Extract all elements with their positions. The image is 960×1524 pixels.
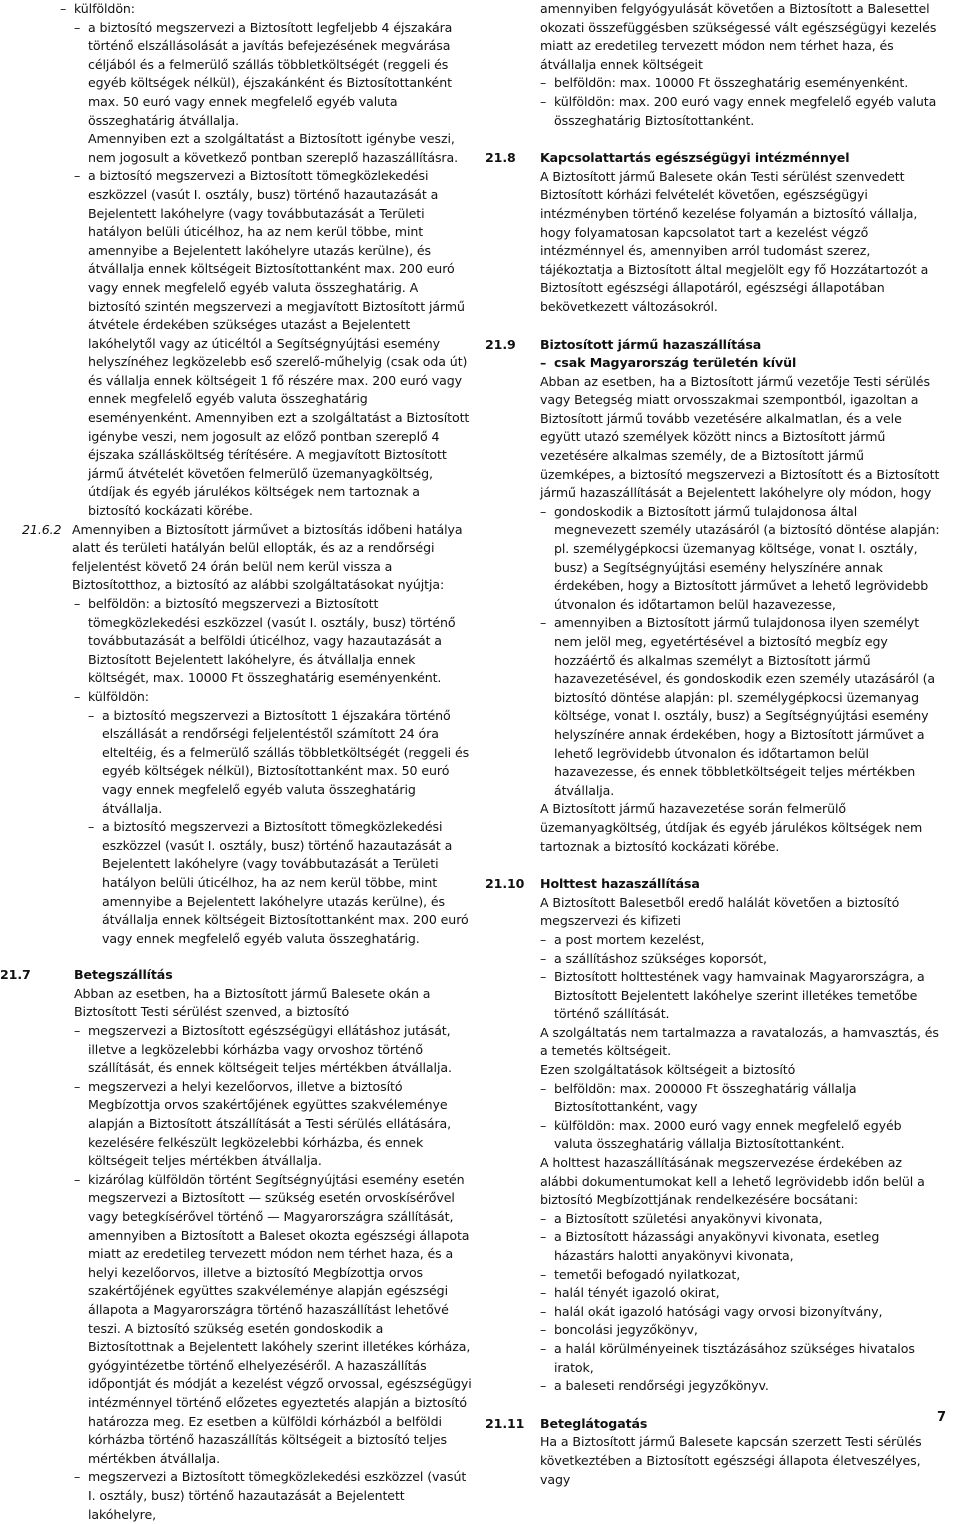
section-21-9-text: Abban az esetben, ha a Biztosított jármű vezetője Testi sérülés vagy Betegség miatt orvosszakmai szempontból, igazoltan a Biztosított jármű tovább vezetésére alkalmatlan, és a vele együtt utazó személyek között nincs a Biztosított jármű vezetésére alkalmas személy, de a Biztosított jármű üzemképes, a biztosító megszervezi a Biztosított és a Biztosított jármű hazaszállítását a Bejelentett lakóhelyre oly módon, hogy — [540, 373, 940, 501]
vehicle-item-2: – amennyiben a Biztosított jármű tulajdonosa ilyen személyt nem jelöl meg, egyetértésével a biztosító megbíz egy hozzáértő és alkalmas személyt a Biztosított jármű hazavezetésével, és gondoskodik ezen személy utazásáról (a biztosító döntése alapján: pl. személygépkocsi üzemanyag költsége, vonat I. osztály, busz) a Segítségnyújtási esemény helyszínére annak érdekében, hogy a Biztosított járművet a lehető legrövidebb útvonalon és időtartamon belül hazavezesse, és ennek többletköltségeit teljes mértékben átvállalja. — [554, 614, 940, 800]
right-column — [485, 0, 940, 1489]
continuation-list — [540, 74, 940, 130]
abroad-item-1-note: Amennyiben ezt a szolgáltatást a Biztosított igénybe veszi, nem jogosult a következő pontban szereplő hazaszállításra. — [88, 131, 459, 165]
abroad-item-2-2: – a biztosító megszervezi a Biztosított tömegközlekedési eszközzel (vasút I. osztály, busz) történő hazautazását a Bejelentett lakóhelyre (vagy továbbutazását a Területi hatályon belüli úticélhoz, ha az nem kerül többe, mint amennyibe a Bejelentett lakóhelyre utazás kerülne), és átvállalja ennek költségeit Biztosítottanként max. 200 euró vagy ennek megfelelő egyéb valuta összeghatárig. — [102, 818, 472, 948]
document-item: – a halál körülményeinek tisztázásához szükséges hivatalos iratok, — [554, 1340, 940, 1377]
section-21-8-text: A Biztosított jármű Balesete okán Testi sérülést szenvedett Biztosított kórházi felvételét követően, egészségügyi intézményben történő kezelése folyamán a biztosító vállalja, hogy folyamatosan kapcsolatot tart a kezelést végző intézménnyel és, amennyiben arról tudomást szerez, tájékoztatja a Biztosított által megjelölt egy fő Hozzátartozót a Biztosított egészségi állapotáról, egészségi állapotában bekövetkezett változásokról. — [540, 168, 929, 314]
section-number: 21.10 — [485, 876, 525, 892]
section-title: Betegszállítás — [74, 967, 173, 983]
section-21-9-closing: A Biztosított jármű hazavezetése során felmerülő üzemanyagköltség, útdíjak és egyéb járulékos költségek nem tartoznak a biztosító kockázati körébe. — [540, 801, 923, 854]
left-column — [0, 0, 472, 1524]
abroad-item-2-1: – a biztosító megszervezi a Biztosított 1 éjszakára történő elszállását a rendőrségi feljelentéstől számított 24 óra elteltéig, és a felmerülő szállás többletköltségét (reggeli és egyéb költségek nélkül), Biztosítottanként max. 50 euró vagy ennek megfelelő egyéb valuta összeghatárig átvállalja. — [102, 707, 472, 819]
section-number: 21.6.2 — [22, 521, 62, 537]
abroad-label-1: – külföldön: — [74, 0, 472, 19]
document-item: – boncolási jegyzőkönyv, — [554, 1321, 940, 1340]
abroad-list-1 — [74, 19, 472, 521]
page-number: 7 — [936, 1410, 946, 1425]
section-title: Holttest hazaszállítása — [540, 876, 700, 892]
section-21-7-list — [74, 1022, 472, 1524]
cost-item-1: – belföldön: max. 200000 Ft összeghatárig vállalja Biztosítottanként, vagy — [554, 1080, 940, 1117]
section-21-10-note: A szolgáltatás nem tartalmazza a ravatalozás, a hamvasztás, és a temetés költségeit. — [540, 1024, 939, 1059]
section-title: Kapcsolattartás egészségügyi intézménnyel — [540, 150, 850, 166]
section-21-10-list — [540, 931, 940, 1024]
document-item: – a baleseti rendőrségi jegyzőkönyv. — [554, 1377, 940, 1396]
section-number: 21.7 — [0, 967, 31, 983]
section-number: 21.9 — [485, 336, 516, 352]
domestic-item: – belföldön: a biztosító megszervezi a Biztosított tömegközlekedési eszközzel (vasút I. osztály, busz) történő továbbutazását a belföldi úticélhoz, vagy hazautazását a Biztosított Bejelentett lakóhelyre, és átvállalja ennek költségét, max. 10000 Ft összeghatárig eseményenként. — [88, 595, 472, 688]
abroad-item-1-1: – a biztosító megszervezi a Biztosított legfeljebb 4 éjszakára történő elszállásolását a javítás befejezésének megvárása céljából és a felmerülő szállás többletköltségét (reggeli és egyéb költségek nélkül), éjszakánként és Biztosítottanként max. 50 euró vagy ennek megfelelő egyéb valuta összeghatárig átvállalja. — [88, 19, 472, 131]
service-item-3: – Biztosított holttestének vagy hamvainak Magyarországra, a Biztosított Bejelentett lakóhelye szerint illetékes temetőbe történő szállítását. — [554, 968, 940, 1024]
transport-item-3: – kizárólag külföldön történt Segítségnyújtási esemény esetén megszervezi a Biztosított — szükség esetén orvoskísérővel vagy betegkísérővel történő — Magyarországra szállítását, amennyiben a Biztosított a Baleset okozta egészségi állapota miatt az eredetileg tervezett módon nem térhet haza, és a helyi kezelőorvos, illetve a biztosító Megbízottja orvos szakértőjének együttes szakvéleménye alapján egészségi állapota a Magyarországra történő hazaszállítást lehetővé teszi. A biztosító szükség esetén gondoskodik a Biztosítottnak a Bejelentett lakóhely szerint illetékes kórháza, gyógyintézetbe történő elhelyezéséről. A hazaszállítás időpontját és módját a kezelést végző orvossal, egészségügyi intézménnyel történő előzetes egyeztetés alapján a biztosító határozza meg. Ez esetben a külföldi kórházból a belföldi kórházba történő hazaszállítás költségeit a biztosító teljes mértékben átvállalja. — [88, 1171, 472, 1469]
service-item-2: – a szállításhoz szükséges koporsót, — [554, 950, 940, 969]
continuation-text: amennyiben felgyógyulását követően a Biztosított a Balesettel okozati összefüggésben szükségessé vált egészségügyi kezelés miatt az eredetileg tervezett módon nem térhet haza, és átvállalja ennek költségeit — [540, 1, 937, 72]
section-title: Beteglátogatás — [540, 1415, 648, 1431]
cost-item-2: – külföldön: max. 2000 euró vagy ennek megfelelő egyéb valuta összeghatárig vállalja Biztosítottanként. — [554, 1117, 940, 1154]
vehicle-item-1: – gondoskodik a Biztosított jármű tulajdonosa által megnevezett személy utazásáról (a biztosító döntése alapján: pl. személygépkocsi üzemanyag költsége, vonat I. osztály, busz) a Segítségnyújtási esemény helyszínére annak érdekében, hogy a Biztosított járművet a lehető legrövidebb útvonalon és időtartamon belül hazavezesse, — [554, 503, 940, 615]
section-subtitle: – csak Magyarország területén kívül — [554, 354, 940, 373]
section-21-9 — [485, 336, 940, 857]
section-21-7-intro: Abban az esetben, ha a Biztosított jármű Balesete okán a Biztosított Testi sérülést szenved, a biztosító — [74, 985, 431, 1020]
section-21-8 — [485, 149, 940, 316]
service-item-1: – a post mortem kezelést, — [554, 931, 940, 950]
section-21-10-cost-intro: Ezen szolgáltatások költségeit a biztosító — [540, 1062, 796, 1078]
section-21-6-2-list — [74, 595, 472, 948]
section-21-9-list — [540, 503, 940, 801]
continuation-item-1: – belföldön: max. 10000 Ft összeghatárig eseményenként. — [554, 74, 940, 93]
document-item: – halál tényét igazoló okirat, — [554, 1284, 940, 1303]
document-item: – a Biztosított születési anyakönyvi kivonata, — [554, 1210, 940, 1229]
section-number: 21.11 — [485, 1415, 525, 1431]
section-21-11-text: Ha a Biztosított jármű Balesete kapcsán szerzett Testi sérülés következtében a Biztosított egészségi állapota életveszélyes, vagy — [540, 1434, 922, 1487]
abroad-list-2 — [88, 707, 472, 949]
section-number: 21.8 — [485, 150, 516, 166]
transport-item-1: – megszervezi a Biztosított egészségügyi ellátáshoz jutását, illetve a legközelebbi kórházba vagy orvoshoz történő szállítását, és ennek költségeit teljes mértékben átvállalja. — [88, 1022, 472, 1078]
section-21-10-intro: A Biztosított Balesetből eredő halálát követően a biztosító megszervezi és kifizeti — [540, 894, 900, 929]
transport-item-2: – megszervezi a helyi kezelőorvos, illetve a biztosító Megbízottja orvos szakértőjének együttes szakvéleménye alapján a Biztosított átszállítását a Testi sérülés ellátására, kezelésére felkészült legközelebbi kórházba, és ennek költségeit teljes mértékben átvállalja. — [88, 1078, 472, 1171]
section-21-7 — [0, 966, 472, 1524]
document-item: – halál okát igazoló hatósági vagy orvosi bizonyítvány, — [554, 1303, 940, 1322]
section-21-11 — [485, 1415, 940, 1489]
continuation-block — [497, 0, 940, 130]
abroad-block-1 — [22, 0, 472, 521]
section-21-6-2-text: Amennyiben a Biztosított járművet a biztosítás időbeni hatálya alatt és területi hatályán belül ellopták, és az a rendőrségi feljelentést követő 24 órán belül nem kerül vissza a Biztosítotthoz, a biztosító az alábbi szolgáltatásokat nyújtja: — [72, 521, 463, 593]
abroad-item-1-2: – a biztosító megszervezi a Biztosított tömegközlekedési eszközzel (vasút I. osztály, busz) történő hazautazását a Bejelentett lakóhelyre (vagy továbbutazását a Területi hatályon belüli úticélhoz, ha az nem kerül többe, mint amennyibe a Bejelentett lakóhelyre utazás kerülne), és átvállalja ennek költségeit Biztosítottanként max. 200 euró vagy ennek megfelelő egyéb valuta összeghatárig. A biztosító szintén megszervezi a megjavított Biztosított jármű átvétele érdekében szükséges utazást a Bejelentett lakóhelytől vagy az úticéltól a Segítségnyújtási esemény helyszínéhez legközelebb eső szerelő-műhelyig (csak oda út) és vállalja ennek költségeit 1 fő részére max. 200 euró vagy ennek megfelelő egyéb valuta összeghatárig eseményenként. Amennyiben ezt a szolgáltatást a Biztosított igénybe veszi, nem jogosult az előző pontban szereplő 4 éjszaka szállásköltség térítésére. A megjavított Biztosított jármű átvételét követően felmerülő üzemanyagköltség, útdíjak és egyéb járulékos költségek nem tartoznak a biztosító kockázati körébe. — [88, 167, 472, 520]
documents-list — [540, 1210, 940, 1396]
section-21-10 — [485, 875, 940, 1396]
document-item: – temetői befogadó nyilatkozat, — [554, 1266, 940, 1285]
abroad-label-2: – külföldön: — [88, 688, 472, 707]
continuation-item-2: – külföldön: max. 200 euró vagy ennek megfelelő egyéb valuta összeghatárig Biztosítottanként. — [554, 93, 940, 130]
transport-item-4: – megszervezi a Biztosított tömegközlekedési eszközzel (vasút I. osztály, busz) történő hazautazását a Bejelentett lakóhelyre, — [88, 1468, 472, 1524]
section-21-6-2 — [22, 521, 472, 949]
cost-list — [540, 1080, 940, 1154]
document-item: – a Biztosított házassági anyakönyvi kivonata, esetleg házastárs halotti anyakönyvi kivonata, — [554, 1228, 940, 1265]
section-21-10-docs-intro: A holttest hazaszállításának megszervezése érdekében az alábbi dokumentumokat kell a lehető legrövidebb időn belül a biztosító Megbízottjának rendelkezésére bocsátani: — [540, 1155, 925, 1208]
section-title: Biztosított jármű hazaszállítása — [540, 336, 762, 352]
